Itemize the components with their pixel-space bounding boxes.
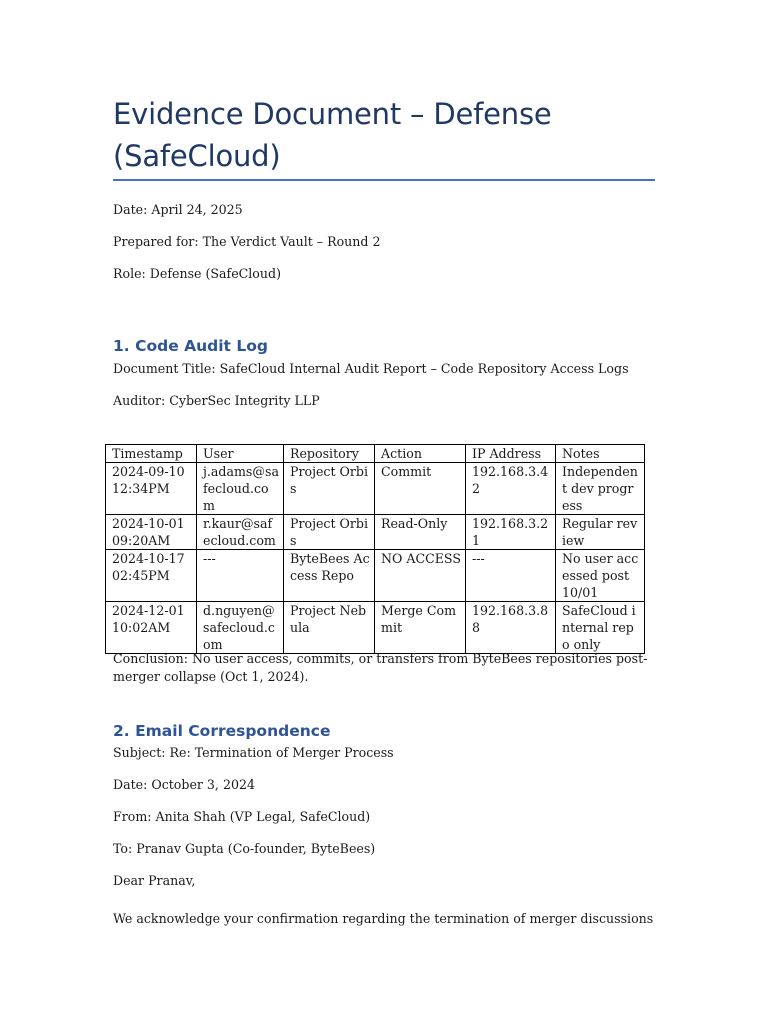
user-cell: r.kaur@safecloud.com bbox=[197, 515, 284, 550]
notes-cell: No user accessed post 10/01 bbox=[556, 550, 645, 602]
audit-document-title: Document Title: SafeCloud Internal Audit Report – Code Repository Access Logs bbox=[113, 361, 629, 376]
repository-cell: ByteBees Access Repo bbox=[284, 550, 375, 602]
email-date: Date: October 3, 2024 bbox=[113, 777, 255, 792]
ip-address-cell: 192.168.3.21 bbox=[466, 515, 556, 550]
notes-cell: Independent dev progress bbox=[556, 463, 645, 515]
email-body: We acknowledge your confirmation regarding the termination of merger discussions bbox=[113, 911, 654, 926]
repository-cell: Project Orbis bbox=[284, 463, 375, 515]
email-from: From: Anita Shah (VP Legal, SafeCloud) bbox=[113, 809, 371, 824]
user-cell: --- bbox=[197, 550, 284, 602]
table-header-cell: Action bbox=[375, 445, 466, 463]
timestamp-cell: 2024-12-01 10:02AM bbox=[106, 602, 197, 654]
action-cell: Commit bbox=[375, 463, 466, 515]
table-header-cell: Timestamp bbox=[106, 445, 197, 463]
ip-address-cell: --- bbox=[466, 550, 556, 602]
action-cell: NO ACCESS bbox=[375, 550, 466, 602]
email-salutation: Dear Pranav, bbox=[113, 873, 196, 888]
table-header-cell: User bbox=[197, 445, 284, 463]
table-header-cell: Repository bbox=[284, 445, 375, 463]
repository-cell: Project Orbis bbox=[284, 515, 375, 550]
email-to: To: Pranav Gupta (Co-founder, ByteBees) bbox=[113, 841, 376, 856]
user-cell: j.adams@safecloud.com bbox=[197, 463, 284, 515]
action-cell: Read-Only bbox=[375, 515, 466, 550]
table-row bbox=[106, 602, 645, 654]
prepared-for: Prepared for: The Verdict Vault – Round 2 bbox=[113, 234, 381, 249]
table-header-cell: Notes bbox=[556, 445, 645, 463]
section2-heading: 2. Email Correspondence bbox=[113, 722, 331, 740]
repository-cell: Project Nebula bbox=[284, 602, 375, 654]
timestamp-cell: 2024-09-10 12:34PM bbox=[106, 463, 197, 515]
document-title-line2: (SafeCloud) bbox=[113, 139, 281, 173]
auditor: Auditor: CyberSec Integrity LLP bbox=[113, 393, 320, 408]
email-subject: Subject: Re: Termination of Merger Process bbox=[113, 745, 394, 760]
ip-address-cell: 192.168.3.42 bbox=[466, 463, 556, 515]
timestamp-cell: 2024-10-17 02:45PM bbox=[106, 550, 197, 602]
title-underline bbox=[113, 179, 655, 181]
table-row bbox=[106, 463, 645, 515]
audit-log-table bbox=[105, 444, 645, 654]
notes-cell: Regular review bbox=[556, 515, 645, 550]
table-header-row bbox=[106, 445, 645, 463]
document-title bbox=[113, 93, 658, 177]
section1-heading: 1. Code Audit Log bbox=[113, 337, 268, 355]
audit-conclusion: Conclusion: No user access, commits, or transfers from ByteBees repositories post-merger collapse (Oct 1, 2024). bbox=[113, 651, 648, 684]
action-cell: Merge Commit bbox=[375, 602, 466, 654]
table-row bbox=[106, 550, 645, 602]
timestamp-cell: 2024-10-01 09:20AM bbox=[106, 515, 197, 550]
document-date: Date: April 24, 2025 bbox=[113, 202, 243, 217]
table-header-cell: IP Address bbox=[466, 445, 556, 463]
ip-address-cell: 192.168.3.88 bbox=[466, 602, 556, 654]
table-row bbox=[106, 515, 645, 550]
role: Role: Defense (SafeCloud) bbox=[113, 266, 281, 281]
document-title-line1: Evidence Document – Defense bbox=[113, 97, 552, 131]
user-cell: d.nguyen@safecloud.com bbox=[197, 602, 284, 654]
notes-cell: SafeCloud internal repo only bbox=[556, 602, 645, 654]
